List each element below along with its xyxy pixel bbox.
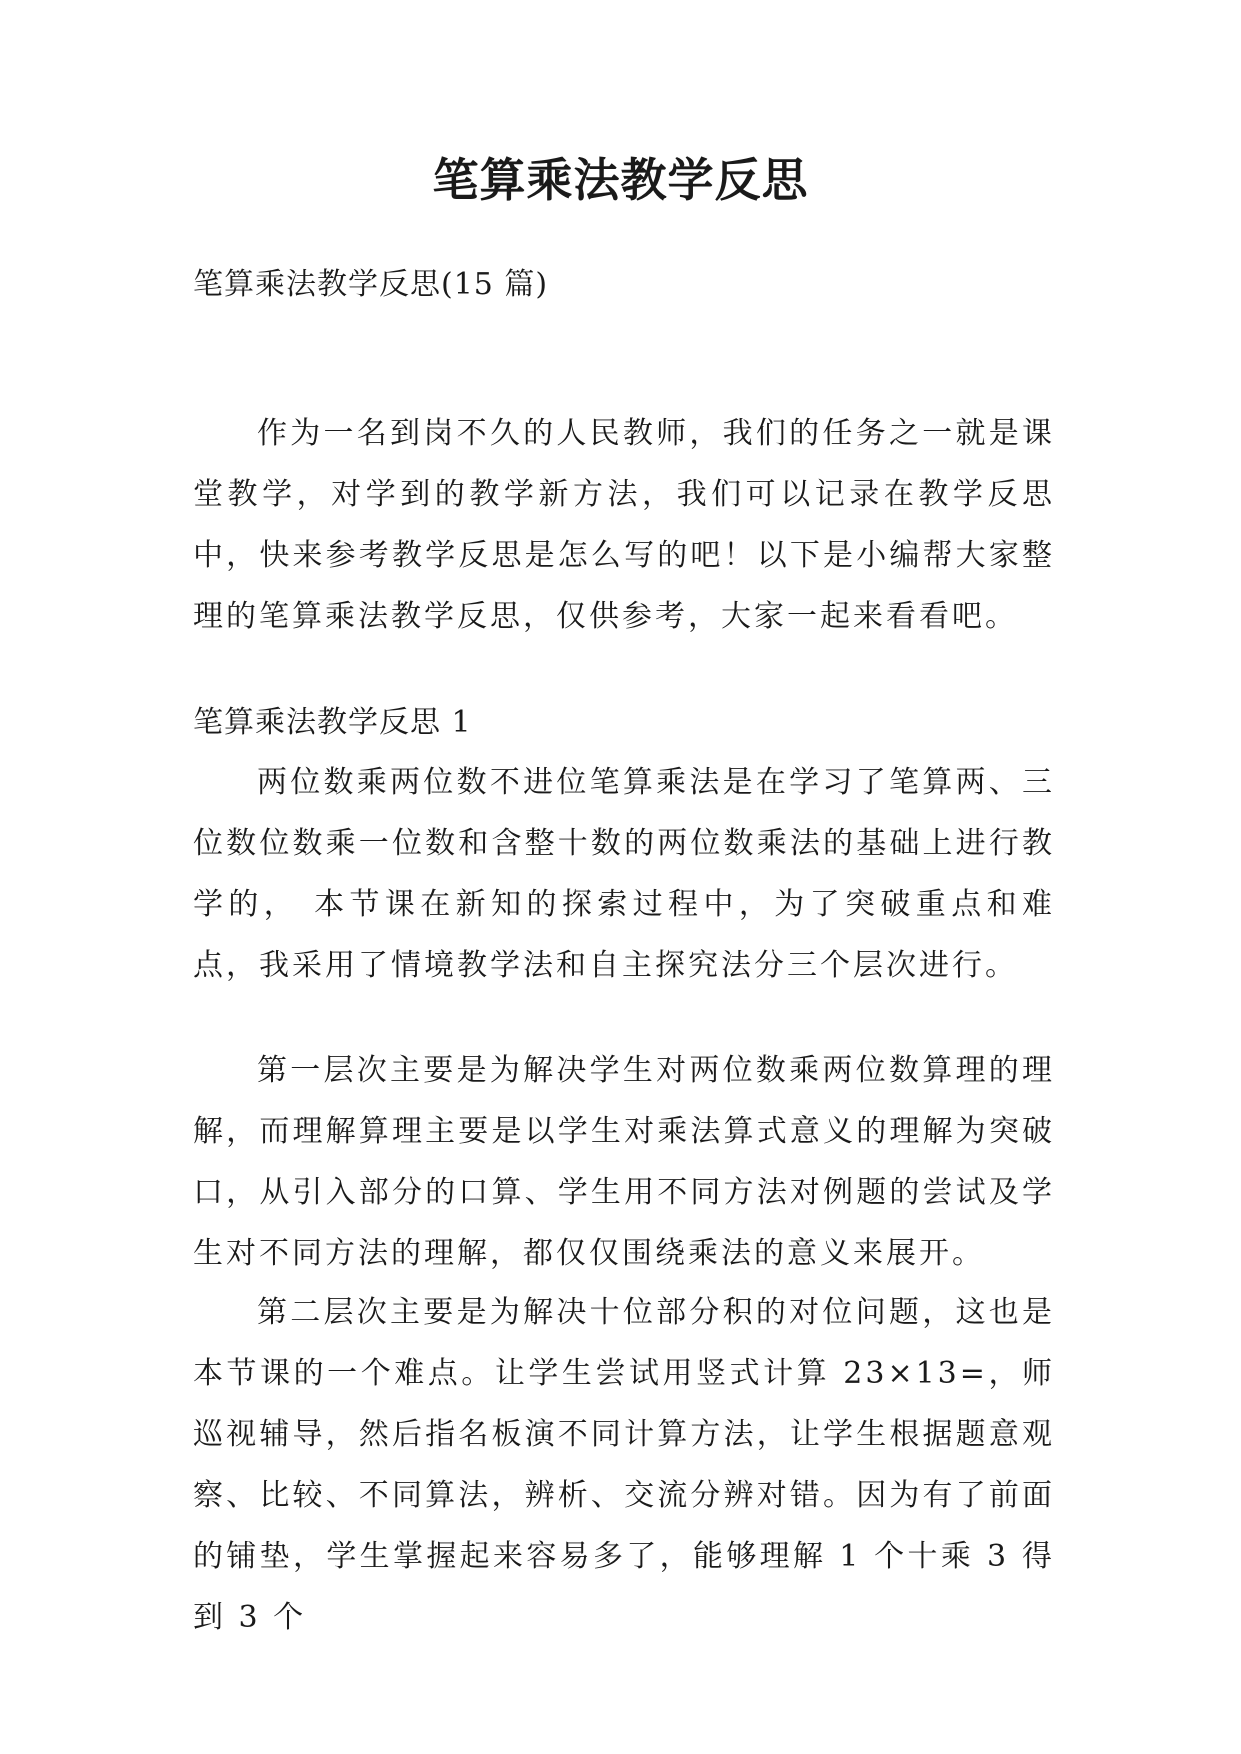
body-paragraph-1: 两位数乘两位数不进位笔算乘法是在学习了笔算两、三位数位数乘一位数和含整十数的两位数乘法的基础上进行教学的， 本节课在新知的探索过程中，为了突破重点和难点，我采用了情境教学法和自主探究法分三个层次进行。 [193,765,1055,983]
section-heading: 笔算乘法教学反思 1 [193,705,472,740]
body-paragraph-3: 第二层次主要是为解决十位部分积的对位问题，这也是本节课的一个难点。让学生尝试用竖式计算 23×13=，师巡视辅导，然后指名板演不同计算方法，让学生根据题意观察、比较、不同算法，辨析、交流分辨对错。因为有了前面的铺垫，学生掌握起来容易多了，能够理解 1 个十乘 3 得到 3 个 [193,1295,1055,1635]
body-paragraph-2: 第一层次主要是为解决学生对两位数乘两位数算理的理解，而理解算理主要是以学生对乘法算式意义的理解为突破口，从引入部分的口算、学生用不同方法对例题的尝试及学生对不同方法的理解，都仅仅围绕乘法的意义来展开。 [193,1053,1055,1271]
intro-paragraph: 作为一名到岗不久的人民教师，我们的任务之一就是课堂教学，对学到的教学新方法，我们可以记录在教学反思中，快来参考教学反思是怎么写的吧！以下是小编帮大家整理的笔算乘法教学反思，仅供参考，大家一起来看看吧。 [193,416,1055,634]
document-title: 笔算乘法教学反思 [432,153,809,207]
document-subtitle: 笔算乘法教学反思(15 篇) [193,267,549,302]
